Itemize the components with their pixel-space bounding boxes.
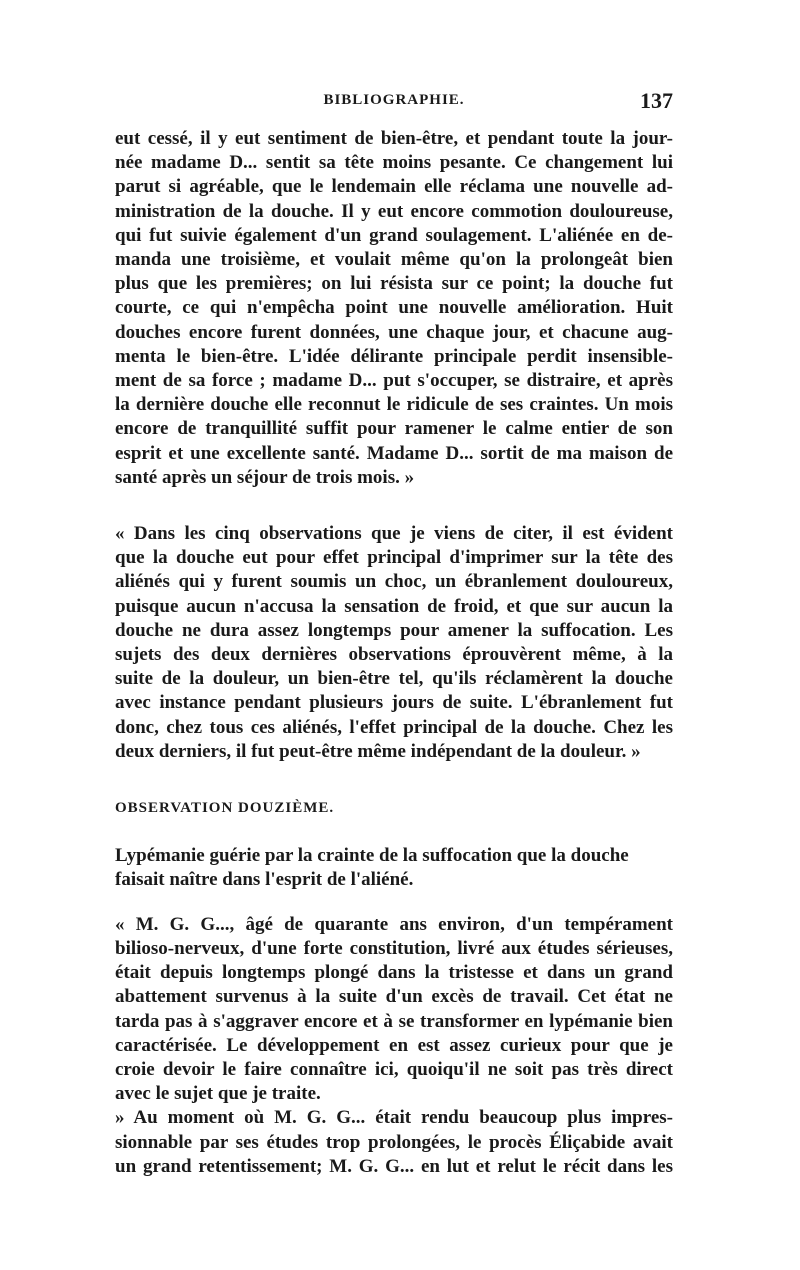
text-line: menta le bien-être. L'idée délirante principale perdit insensible- bbox=[115, 345, 673, 367]
text-line: manda une troisième, et voulait même qu'on la prolongeât bien bbox=[115, 249, 673, 271]
paragraph-4 bbox=[115, 1106, 673, 1179]
text-line: » Au moment où M. G. G... était rendu beaucoup plus impres- bbox=[115, 1107, 673, 1129]
section-subtitle bbox=[115, 844, 673, 892]
paragraph-2 bbox=[115, 522, 673, 764]
text-line: deux derniers, il fut peut-être même indépendant de la douleur. » bbox=[115, 740, 641, 762]
running-title: BIBLIOGRAPHIE. bbox=[323, 92, 465, 108]
text-line: plus que les premières; on lui résista sur ce point; la douche fut bbox=[115, 273, 673, 295]
text-line: née madame D... sentit sa tête moins pesante. Ce changement lui bbox=[115, 152, 673, 174]
text-line: caractérisée. Le développement en est assez curieux pour que je bbox=[115, 1034, 673, 1056]
text-line: croie devoir le faire connaître ici, quoiqu'il ne soit pas très direct bbox=[115, 1058, 673, 1080]
text-line: « Dans les cinq observations que je viens de citer, il est évident bbox=[115, 523, 673, 545]
text-line: donc, chez tous ces aliénés, l'effet principal de la douche. Chez les bbox=[115, 716, 673, 738]
text-line: courte, ce qui n'empêcha point une nouvelle amélioration. Huit bbox=[115, 297, 673, 319]
section-heading: OBSERVATION DOUZIÈME. bbox=[115, 800, 335, 817]
paragraph-gap bbox=[115, 764, 673, 796]
running-head bbox=[115, 88, 673, 126]
text-line: avec le sujet que je traite. bbox=[115, 1083, 321, 1105]
text-line: tarda pas à s'aggraver encore et à se transformer en lypémanie bien bbox=[115, 1010, 673, 1032]
text-line: puisque aucun n'accusa la sensation de froid, et que sur aucun la bbox=[115, 595, 673, 617]
page-body bbox=[115, 127, 673, 1179]
subtitle-line: Lypémanie guérie par la crainte de la suffocation que la douche bbox=[115, 845, 629, 867]
text-line: « M. G. G..., âgé de quarante ans environ, d'un tempérament bbox=[115, 913, 673, 935]
text-line: abattement survenus à la suite d'un excès de travail. Cet état ne bbox=[115, 986, 673, 1008]
text-line: parut si agréable, que le lendemain elle réclama une nouvelle ad- bbox=[115, 176, 673, 198]
text-line: esprit et une excellente santé. Madame D... sortit de ma maison de bbox=[115, 442, 673, 464]
text-line: que la douche eut pour effet principal d'imprimer sur la tête des bbox=[115, 547, 673, 569]
text-line: la dernière douche elle reconnut le ridicule de ses craintes. Un mois bbox=[115, 394, 673, 416]
text-line: sujets des deux dernières observations éprouvèrent même, à la bbox=[115, 644, 673, 666]
text-line: ministration de la douche. Il y eut encore commotion douloureuse, bbox=[115, 200, 673, 222]
subtitle-line: faisait naître dans l'esprit de l'aliéné. bbox=[115, 869, 414, 891]
text-line: eut cessé, il y eut sentiment de bien-être, et pendant toute la jour- bbox=[115, 128, 673, 149]
paragraph-gap bbox=[115, 893, 673, 913]
text-line: était depuis longtemps plongé dans la tristesse et dans un grand bbox=[115, 962, 673, 984]
text-line: encore de tranquillité suffit pour ramener le calme entier de son bbox=[115, 418, 673, 440]
text-line: sionnable par ses études trop prolongées, le procès Éliçabide avait bbox=[115, 1131, 673, 1153]
text-line: santé après un séjour de trois mois. » bbox=[115, 466, 415, 488]
text-line: aliénés qui y furent soumis un choc, un ébranlement douloureux, bbox=[115, 571, 673, 593]
text-line: qui fut suivie également d'un grand soulagement. L'aliénée en de- bbox=[115, 224, 673, 246]
text-line: suite de la douleur, un bien-être tel, qu'ils réclamèrent la douche bbox=[115, 668, 673, 690]
paragraph-gap bbox=[115, 490, 673, 522]
text-line: un grand retentissement; M. G. G... en lut et relut le récit dans les bbox=[115, 1155, 673, 1177]
paragraph-gap bbox=[115, 820, 673, 844]
paragraph-3 bbox=[115, 913, 673, 1107]
text-line: avec instance pendant plusieurs jours de suite. L'ébranlement fut bbox=[115, 692, 673, 714]
text-line: bilioso-nerveux, d'une forte constitution, livré aux études sérieuses, bbox=[115, 937, 673, 959]
paragraph-1 bbox=[115, 127, 673, 490]
page-number: 137 bbox=[640, 88, 673, 113]
text-line: douche ne dura assez longtemps pour amener la suffocation. Les bbox=[115, 619, 673, 641]
text-line: ment de sa force ; madame D... put s'occuper, se distraire, et après bbox=[115, 370, 673, 392]
text-line: douches encore furent données, une chaque jour, et chacune aug- bbox=[115, 321, 673, 343]
